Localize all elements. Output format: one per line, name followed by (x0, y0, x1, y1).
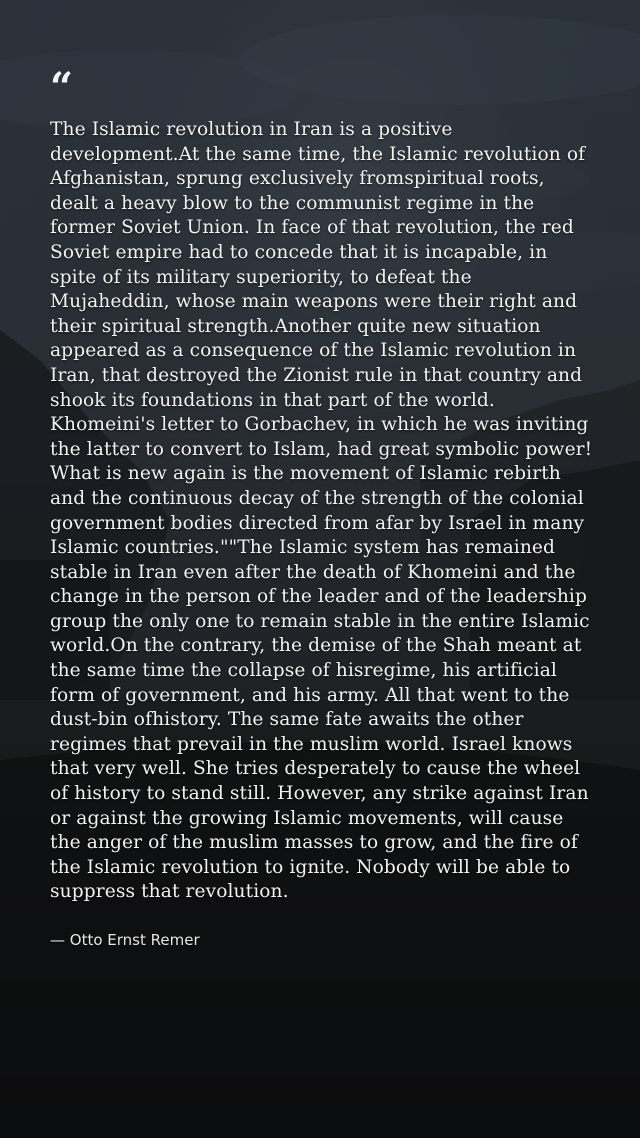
quote-author: — Otto Ernst Remer (50, 931, 200, 949)
quote-card (50, 64, 595, 949)
quote-text: The Islamic revolution in Iran is a positive development.At the same time, the Islamic revolution of Afghanistan, sprung exclusively fromspiritual roots, dealt a heavy blow to the communist regime in the former Soviet Union. In face of that revolution, the red Soviet empire had to concede that it is incapable, in spite of its military superiority, to defeat the Mujaheddin, whose main weapons were their right and their spiritual strength.Another quite new situation appeared as a consequence of the Islamic revolution in Iran, that destroyed the Zionist rule in that country and shook its foundations in that part of the world. Khomeini's letter to Gorbachev, in which he was inviting the latter to convert to Islam, had great symbolic power! What is new again is the movement of Islamic rebirth and the continuous decay of the strength of the colonial government bodies directed from afar by Israel in many Islamic countries.""The Islamic system has remained stable in Iran even after the death of Khomeini and the change in the person of the leader and of the leadership group the only one to remain stable in the entire Islamic world.On the contrary, the demise of the Shah meant at the same time the collapse of hisregime, his artificial form of government, and his army. All that went to the dust-bin ofhistory. The same fate awaits the other regimes that prevail in the muslim world. Israel knows that very well. She tries desperately to cause the wheel of history to stand still. However, any strike against Iran or against the growing Islamic movements, will cause the anger of the muslim masses to grow, and the fire of the Islamic revolution to ignite. Nobody will be able to suppress that revolution. (50, 119, 593, 903)
quote-mark-icon: “ (50, 64, 74, 111)
